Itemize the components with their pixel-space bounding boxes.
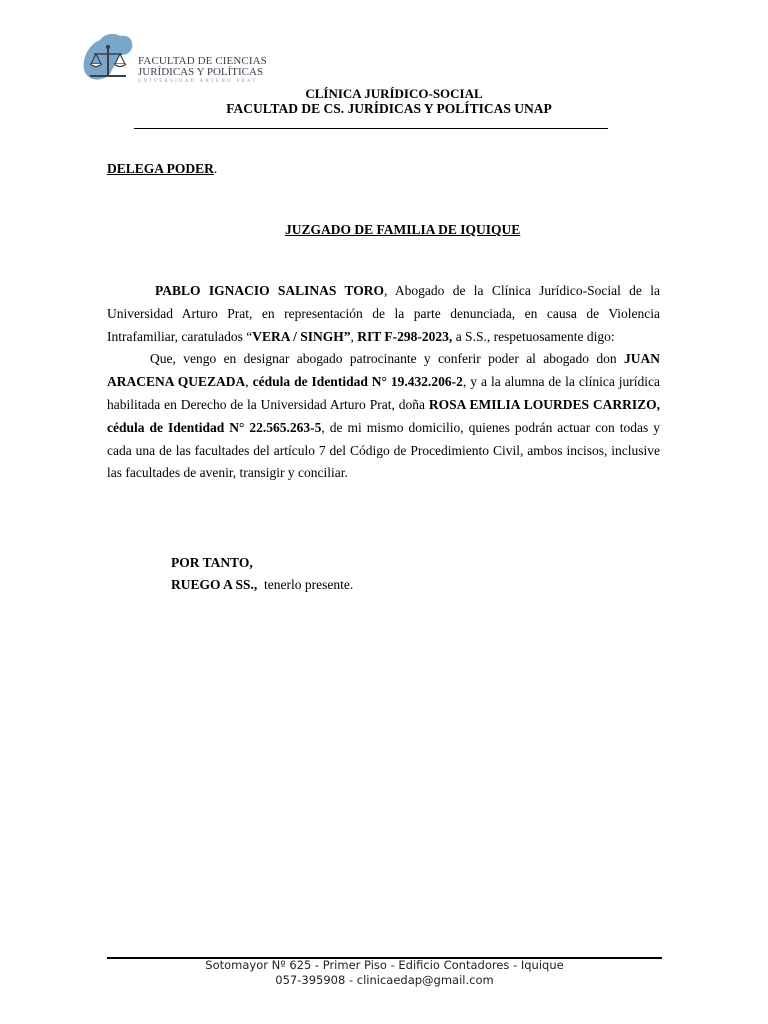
paragraph-1-text-3: a S.S., respetuosamente digo: xyxy=(452,328,615,344)
attorney-name: JUAN ARACENA QUEZADA xyxy=(107,351,660,390)
paragraph-2-text-2: , xyxy=(245,374,253,390)
closing-line-2-rest: tenerlo presente. xyxy=(257,577,354,592)
faculty-logo xyxy=(80,30,267,88)
header-divider xyxy=(134,128,608,129)
attorney-id: cédula de Identidad N° 19.432.206-2 xyxy=(252,374,463,390)
paragraph-2-text-4: , de mi mismo domicilio, quienes podrán actuar con todas y cada una de las facultades del artículo 7 del Código de Procedimiento Civil, ambos incisos, inclusive las facultades de avenir, transigir y conciliar. xyxy=(107,419,660,481)
case-name: VERA / SINGH” xyxy=(252,328,351,344)
case-rit: RIT F-298-2023, xyxy=(357,328,453,344)
summary-punct: . xyxy=(213,161,218,176)
header-clinic: CLÍNICA JURÍDICO-SOCIAL xyxy=(305,86,483,101)
closing-block xyxy=(171,552,353,596)
lawyer-name: PABLO IGNACIO SALINAS TORO xyxy=(155,283,384,298)
paragraph-2-text-1: Que, vengo en designar abogado patrocinante y conferir poder al abogado don xyxy=(150,351,624,367)
paragraph-2 xyxy=(107,348,660,485)
closing-line-2-bold: RUEGO A SS., xyxy=(171,577,258,592)
court-heading: JUZGADO DE FAMILIA DE IQUIQUE xyxy=(285,222,521,237)
footer-address: Sotomayor Nº 625 - Primer Piso - Edificio Contadores - Iquique xyxy=(205,958,564,972)
document-summary xyxy=(107,161,217,177)
header-faculty: FACULTAD DE CS. JURÍDICAS Y POLÍTICAS UNAP xyxy=(226,101,552,116)
closing-line-1: POR TANTO, xyxy=(171,555,253,570)
summary-text: DELEGA PODER xyxy=(107,161,214,176)
paragraph-1-text-2: , xyxy=(350,328,358,344)
logo-line-2: JURÍDICAS Y POLÍTICAS xyxy=(138,66,264,78)
footer xyxy=(107,958,662,987)
paragraph-1 xyxy=(107,280,660,348)
logo-line-1: FACULTAD DE CIENCIAS xyxy=(138,55,267,67)
student-name-id: ROSA EMILIA LOURDES CARRIZO, cédula de Identidad N° 22.565.263-5 xyxy=(107,396,660,435)
scales-of-justice-icon xyxy=(80,30,138,88)
logo-text xyxy=(138,56,267,85)
paragraph-1-text-1: , Abogado de la Clínica Jurídico-Social de la Universidad Arturo Prat, en representación de la parte denunciada, en causa de Violencia Intrafamiliar, caratulados “ xyxy=(107,283,660,344)
document-body xyxy=(107,280,660,485)
logo-line-3: UNIVERSIDAD ARTURO PRAT xyxy=(138,79,258,84)
footer-contact: 057-395908 - clinicaedap@gmail.com xyxy=(275,972,494,987)
paragraph-2-text-3: , y a la alumna de la clínica jurídica habilitada en Derecho de la Universidad Arturo Prat, doña xyxy=(107,374,661,412)
